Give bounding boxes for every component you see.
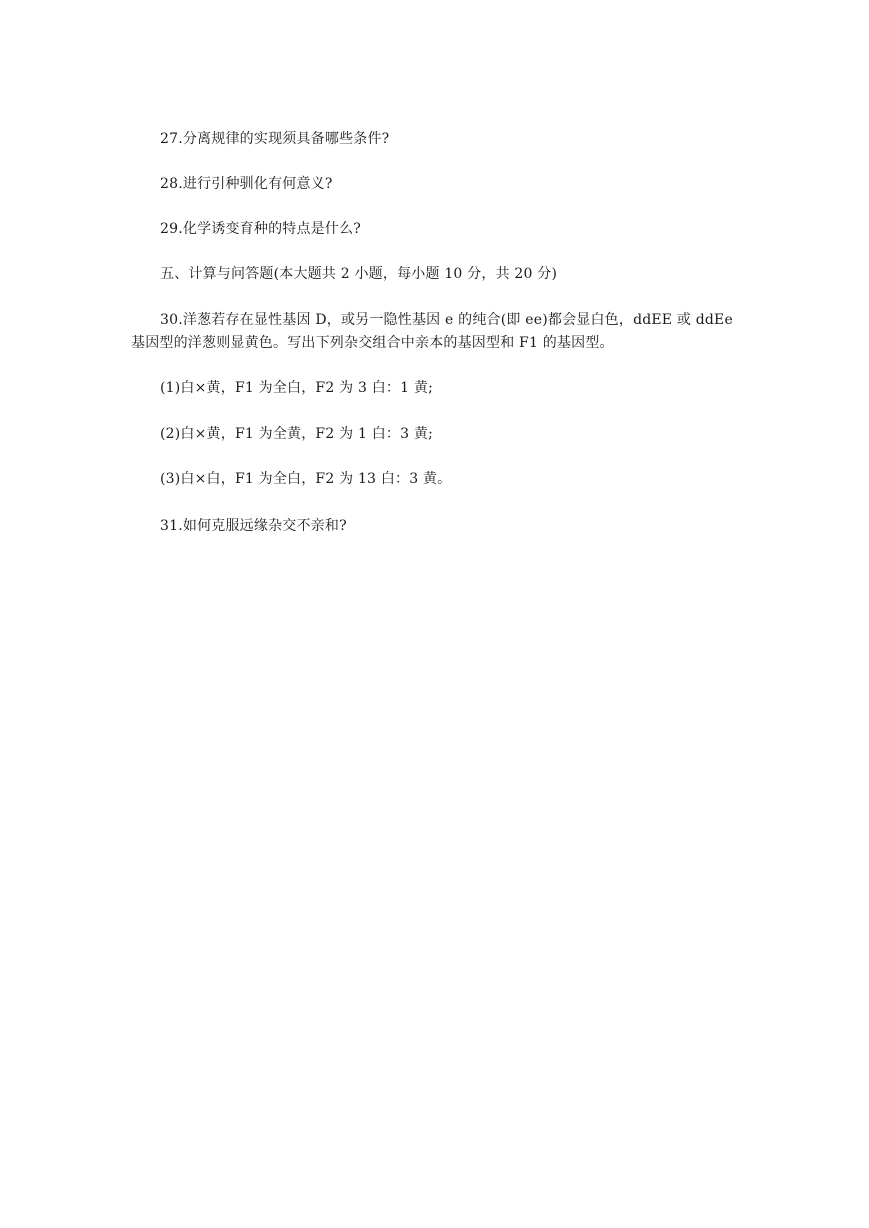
question-30-part-3: (3)白×白，F1 为全白，F2 为 13 白：3 黄。 xyxy=(160,471,452,487)
question-30-line-1: 30.洋葱若存在显性基因 D，或另一隐性基因 e 的纯合(即 ee)都会显白色，ddEE 或 ddEe xyxy=(160,312,733,328)
question-29: 29.化学诱变育种的特点是什么? xyxy=(160,221,361,237)
question-30-part-2: (2)白×黄，F1 为全黄，F2 为 1 白：3 黄; xyxy=(160,426,433,442)
question-30-part-1: (1)白×黄，F1 为全白，F2 为 3 白：1 黄; xyxy=(160,380,433,396)
section-heading-5: 五、计算与问答题(本大题共 2 小题，每小题 10 分，共 20 分) xyxy=(160,266,558,282)
question-27: 27.分离规律的实现须具备哪些条件? xyxy=(160,131,390,147)
question-31: 31.如何克服远缘杂交不亲和? xyxy=(160,518,347,534)
question-28: 28.进行引种驯化有何意义? xyxy=(160,176,333,192)
question-30-line-2: 基因型的洋葱则显黄色。写出下列杂交组合中亲本的基因型和 F1 的基因型。 xyxy=(131,335,614,351)
